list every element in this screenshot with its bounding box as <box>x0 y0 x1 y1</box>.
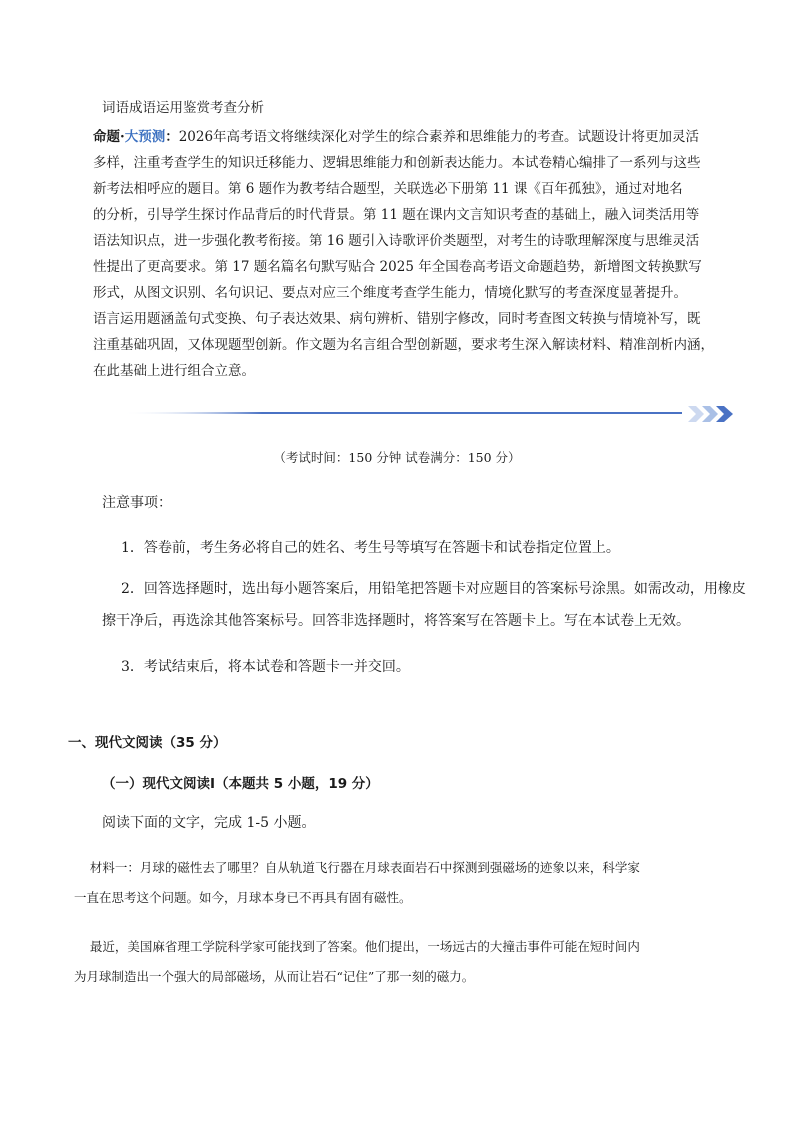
divider-line <box>122 412 682 414</box>
subsection-title: （一）现代文阅读Ⅰ（本题共 5 小题，19 分） <box>102 776 379 792</box>
reading-instruction: 阅读下面的文字，完成 1-5 小题。 <box>102 815 316 831</box>
intro-line <box>93 124 723 150</box>
material-line: 一直在思考这个问题。如今，月球本身已不再具有固有磁性。 <box>74 890 412 905</box>
section-divider <box>122 402 742 430</box>
material-line: 最近，美国麻省理工学院科学家可能找到了答案。他们提出，一场远古的大撞击事件可能在短时间内 <box>74 939 640 954</box>
intro-label-prefix: 命题· <box>93 129 125 145</box>
notice-line: 擦干净后，再选涂其他答案标号。回答非选择题时，将答案写在答题卡上。写在本试卷上无效。 <box>102 613 690 629</box>
intro-line: 性提出了更高要求。第 17 题名篇名句默写贴合 2025 年全国卷高考语文命题趋势，新增图文转换默写 <box>93 259 702 275</box>
intro-line: 在此基础上进行组合立意。 <box>93 363 255 379</box>
intro-line: 形式，从图文识别、名句识记、要点对应三个维度考查学生能力，情境化默写的考查深度显著提升。 <box>93 285 687 301</box>
material-line: 材料一：月球的磁性去了哪里？自从轨道飞行器在月球表面岩石中探测到强磁场的迹象以来，科学家 <box>74 860 640 875</box>
section-title: 一、现代文阅读（35 分） <box>68 735 227 751</box>
intro-line: 的分析，引导学生探讨作品背后的时代背景。第 11 题在课内文言知识考查的基础上，融入词类活用等 <box>93 207 700 223</box>
notice-line: 3．考试结束后，将本试卷和答题卡一并交回。 <box>121 659 410 675</box>
intro-line: 语言运用题涵盖句式变换、句子表达效果、病句辨析、错别字修改，同时考查图文转换与情境补写，既 <box>93 311 701 327</box>
document-subtitle: 词语成语运用鉴赏考查分析 <box>102 100 264 116</box>
intro-label-highlight: 大预测 <box>124 129 166 145</box>
notice-line: 2．回答选择题时，选出每小题答案后，用铅笔把答题卡对应题目的答案标号涂黑。如需改动，用橡皮 <box>121 581 746 597</box>
intro-line: 多样，注重考查学生的知识迁移能力、逻辑思维能力和创新表达能力。本试卷精心编排了一系列与这些 <box>93 155 701 171</box>
intro-line: 新考法相呼应的题目。第 6 题作为教考结合题型，关联选必下册第 11 课《百年孤独》，通过对地名 <box>93 181 683 197</box>
notice-item <box>102 651 722 683</box>
notice-line: 1．答卷前，考生务必将自己的姓名、考生号等填写在答题卡和试卷指定位置上。 <box>121 540 620 556</box>
intro-line: 语法知识点，进一步强化教考衔接。第 16 题引入诗歌评价类题型，对考生的诗歌理解深度与思维灵活 <box>93 233 700 249</box>
notice-title: 注意事项： <box>102 495 172 511</box>
notice-item <box>102 573 746 637</box>
chevron-arrows-icon <box>688 406 733 422</box>
material-line: 为月球制造出一个强大的局部磁场，从而让岩石“记住”了那一刻的磁力。 <box>74 969 475 984</box>
exam-info: （考试时间：150 分钟 试卷满分：150 分） <box>273 450 521 465</box>
material-paragraph <box>74 932 734 992</box>
notice-item <box>102 532 722 564</box>
intro-text: 2026年高考语文将继续深化对学生的综合素养和思维能力的考查。试题设计将更加灵活 <box>178 129 700 145</box>
intro-block <box>93 124 723 384</box>
intro-label-colon: ： <box>165 129 179 145</box>
intro-line: 注重基础巩固，又体现题型创新。作文题为名言组合型创新题，要求考生深入解读材料、精准剖析内涵， <box>93 337 714 353</box>
material-paragraph <box>74 853 734 913</box>
